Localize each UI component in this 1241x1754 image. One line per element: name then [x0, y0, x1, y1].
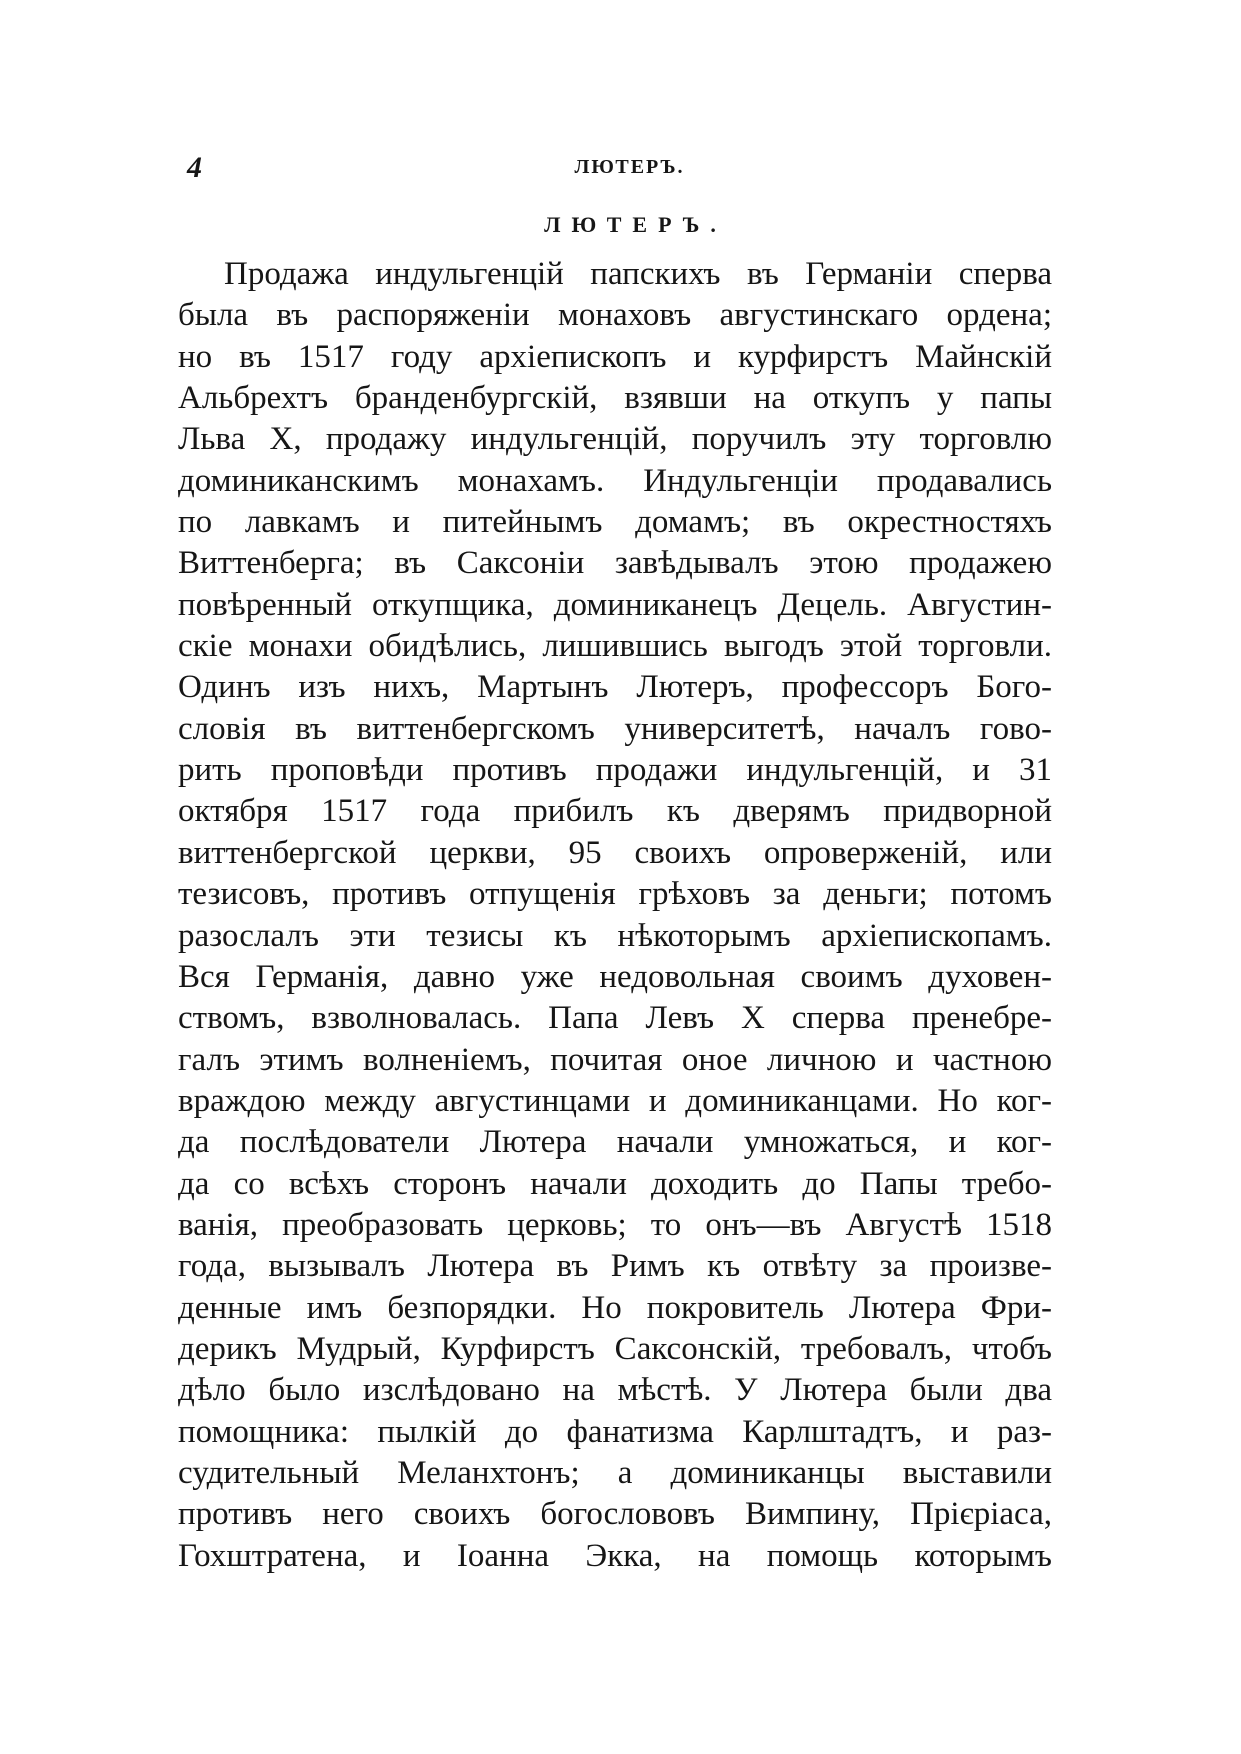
text-line: года, вызывалъ Лютера въ Римъ къ отвѣту за произве-: [178, 1248, 1052, 1285]
text-line: доминиканскимъ монахамъ. Индульгенціи продавались: [178, 462, 1052, 499]
page-number: 4: [187, 151, 202, 184]
running-head: ЛЮТЕРЪ.: [574, 156, 685, 178]
text-line: дерикъ Мудрый, Курфирстъ Саксонскій, требовалъ, чтобъ: [178, 1330, 1052, 1367]
text-line: галъ этимъ волненіемъ, почитая оное личною и частною: [178, 1041, 1052, 1078]
text-line: враждою между августинцами и доминиканцами. Но ког-: [178, 1082, 1052, 1119]
text-line: Виттенберга; въ Саксоніи завѣдывалъ этою продажею: [178, 545, 1052, 582]
chapter-title: ЛЮТЕРЪ.: [544, 212, 727, 237]
text-line: Продажа индульгенцій папскихъ въ Германіи сперва: [224, 256, 1052, 292]
text-line: ванія, преобразовать церковь; то онъ—въ Августѣ 1518: [178, 1206, 1052, 1243]
body-text: [178, 254, 1052, 1577]
text-line: Одинъ изъ нихъ, Мартынъ Лютеръ, профессоръ Бого-: [178, 669, 1052, 706]
text-line: денные имъ безпорядки. Но покровитель Лютера Фри-: [178, 1289, 1052, 1326]
text-line: повѣренный откупщика, доминиканецъ Децель. Августин-: [178, 586, 1052, 623]
text-line: ствомъ, взволновалась. Папа Левъ X сперва пренебре-: [178, 1000, 1052, 1037]
text-line: дѣло было изслѣдовано на мѣстѣ. У Лютера были два: [178, 1372, 1052, 1409]
text-line: Вся Германія, давно уже недовольная своимъ духовен-: [178, 958, 1052, 995]
text-line: тезисовъ, противъ отпущенія грѣховъ за деньги; потомъ: [178, 876, 1052, 913]
text-line: противъ него своихъ богослововъ Вимпину, Прієріаса,: [178, 1496, 1052, 1533]
text-line: по лавкамъ и питейнымъ домамъ; въ окрестностяхъ: [178, 504, 1052, 541]
text-line: помощника: пылкій до фанатизма Карлштадтъ, и раз-: [178, 1413, 1052, 1450]
text-line: Льва X, продажу индульгенцій, поручилъ эту торговлю: [178, 421, 1052, 458]
text-line: виттенбергской церкви, 95 своихъ опроверженій, или: [178, 834, 1052, 871]
text-line: да послѣдователи Лютера начали умножаться, и ког-: [178, 1124, 1052, 1161]
text-line: да со всѣхъ сторонъ начали доходить до Папы требо-: [178, 1165, 1052, 1202]
text-line: но въ 1517 году архіепископъ и курфирстъ Майнскій: [178, 338, 1052, 375]
text-line: Гохштратена, и Іоанна Экка, на помощь которымъ: [178, 1537, 1052, 1574]
text-line: октября 1517 года прибилъ къ дверямъ придворной: [178, 793, 1052, 830]
text-line: скіе монахи обидѣлись, лишившись выгодъ этой торговли.: [178, 628, 1052, 665]
text-line: была въ распоряженіи монаховъ августинскаго ордена;: [178, 297, 1052, 334]
text-line: разослалъ эти тезисы къ нѣкоторымъ архіепископамъ.: [178, 917, 1052, 954]
text-line: Альбрехтъ бранденбургскій, взявши на откупъ у папы: [178, 380, 1052, 417]
text-line: рить проповѣди противъ продажи индульгенцій, и 31: [178, 752, 1052, 789]
text-line: судительный Меланхтонъ; а доминиканцы выставили: [178, 1454, 1052, 1491]
text-line: словія въ виттенбергскомъ университетѣ, началъ гово-: [178, 710, 1052, 747]
